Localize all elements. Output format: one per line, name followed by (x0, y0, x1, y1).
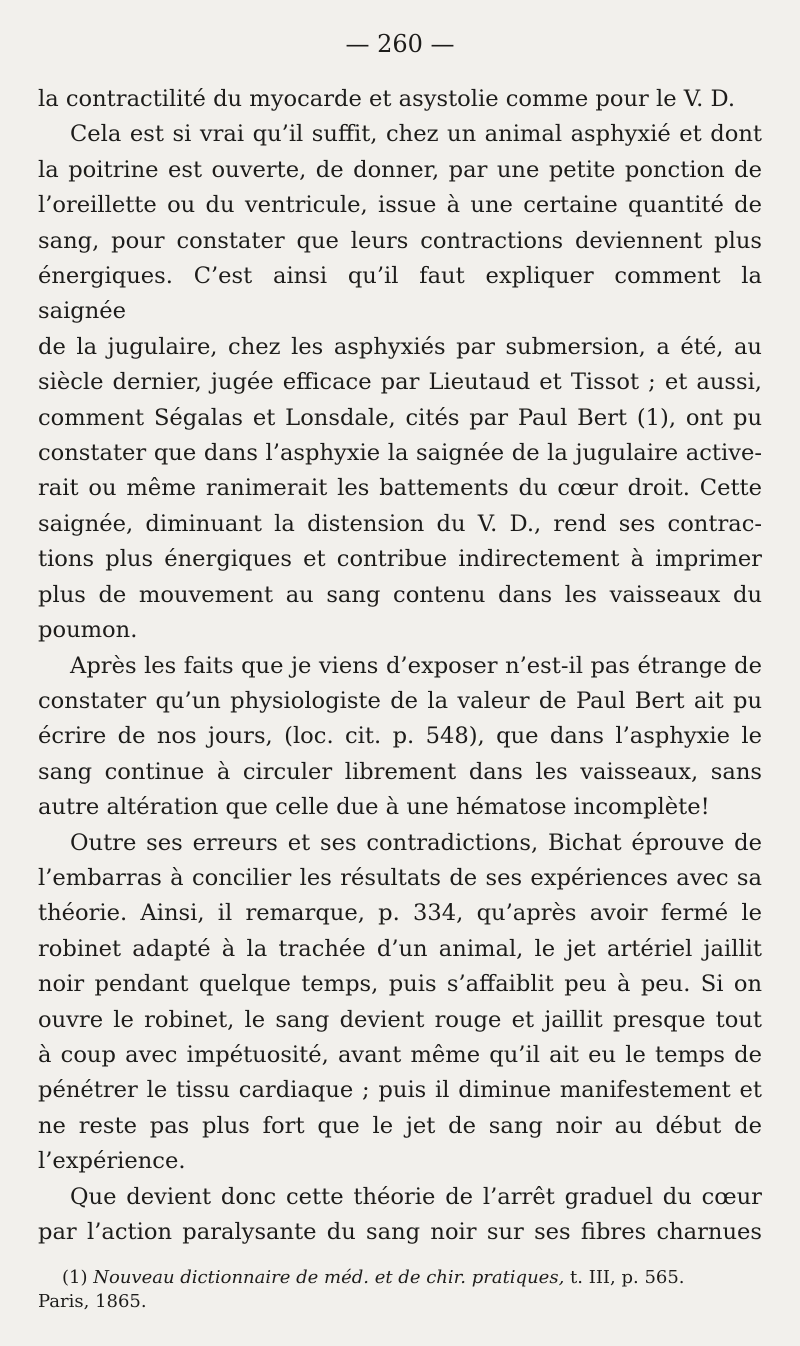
footnote-marker: (1) (62, 1267, 88, 1288)
text-line: ouvre le robinet, le sang devient rouge et jaillit presque tout (38, 1006, 762, 1033)
text-line: écrire de nos jours, (loc. cit. p. 548), que dans l’asphyxie le (38, 723, 762, 750)
text-line: par l’action paralysante du sang noir sur ses fibres charnues (38, 1219, 762, 1245)
page-number: — 260 — (345, 30, 455, 58)
text-line: Que devient donc cette théorie de l’arrêt graduel du cœur (70, 1183, 762, 1210)
text-line: sang continue à circuler librement dans les vaisseaux, sans (38, 758, 762, 785)
text-line: de la jugulaire, chez les asphyxiés par submersion, a été, au (38, 333, 762, 360)
text-line: tions plus énergiques et contribue indirectement à imprimer (38, 546, 762, 573)
text-line: noir pendant quelque temps, puis s’affaiblit peu à peu. Si on (38, 971, 762, 998)
text-line: comment Ségalas et Lonsdale, cités par Paul Bert (1), ont pu (38, 404, 762, 431)
text-line: Cela est si vrai qu’il suffit, chez un animal asphyxié et dont (70, 121, 762, 148)
footnote (38, 1266, 762, 1314)
text-line: saignée, diminuant la distension du V. D., rend ses contrac- (38, 510, 762, 537)
text-line: plus de mouvement au sang contenu dans les vaisseaux du (38, 581, 762, 608)
text-line: la contractilité du myocarde et asystolie comme pour le V. D. (38, 86, 736, 112)
text-line: siècle dernier, jugée efficace par Lieutaud et Tissot ; et aussi, (38, 369, 762, 396)
text-line: l’embarras à concilier les résultats de ses expériences avec sa (38, 864, 762, 891)
text-line: théorie. Ainsi, il remarque, p. 334, qu’après avoir fermé le (38, 900, 762, 927)
text-line: constater que dans l’asphyxie la saignée de la jugulaire active- (38, 440, 762, 467)
text-line: poumon. (38, 617, 138, 644)
body-text (38, 82, 762, 1250)
text-line: à coup avec impétuosité, avant même qu’il ait eu le temps de (38, 1041, 762, 1068)
text-line: rait ou même ranimerait les battements du cœur droit. Cette (38, 475, 762, 502)
text-line: ne reste pas plus fort que le jet de sang noir au début de (38, 1112, 762, 1139)
text-line: Outre ses erreurs et ses contradictions, Bichat éprouve de (70, 829, 762, 856)
text-line: sang, pour constater que leurs contractions deviennent plus (38, 227, 762, 254)
text-line: pénétrer le tissu cardiaque ; puis il diminue manifestement et (38, 1077, 762, 1104)
footnote-volume: t. III, p. 565. (570, 1267, 685, 1288)
text-line: robinet adapté à la trachée d’un animal, le jet artériel jaillit (38, 935, 762, 962)
text-line: autre altération que celle due à une hématose incomplète! (38, 794, 710, 821)
footnote-title: Nouveau dictionnaire de méd. et de chir. pratiques, (93, 1267, 565, 1288)
footnote-place-date: Paris, 1865. (38, 1291, 147, 1312)
text-line: énergiques. C’est ainsi qu’il faut expliquer comment la saignée (38, 263, 762, 325)
text-line: l’oreillette ou du ventricule, issue à une certaine quantité de (38, 192, 762, 219)
text-line: Après les faits que je viens d’exposer n’est-il pas étrange de (70, 652, 762, 679)
footnote-line (38, 1266, 762, 1290)
text-line: constater qu’un physiologiste de la valeur de Paul Bert ait pu (38, 687, 762, 714)
text-line: la poitrine est ouverte, de donner, par une petite ponction de (38, 156, 762, 183)
text-line: l’expérience. (38, 1148, 186, 1175)
